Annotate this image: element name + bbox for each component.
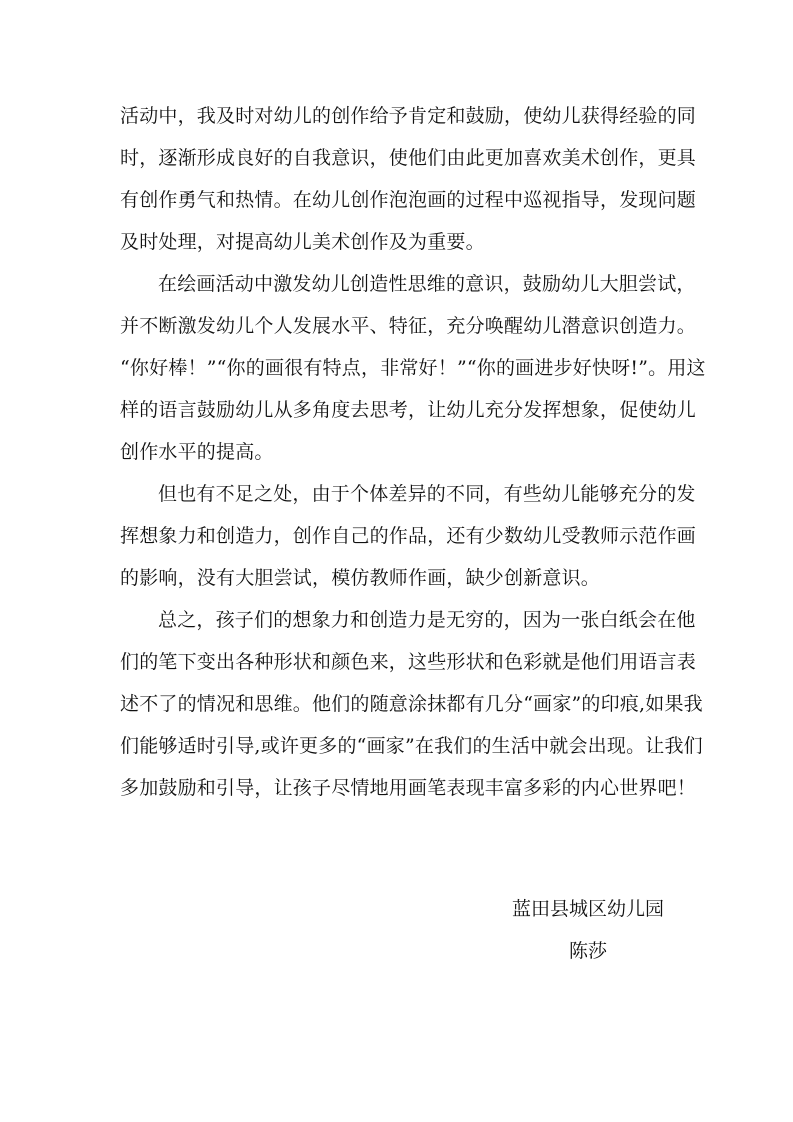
paragraph-1-line-3: 有创作勇气和热情。在幼儿创作泡泡画的过程中巡视指导，发现问题	[120, 189, 697, 211]
signature-organization: 蓝田县城区幼儿园	[512, 898, 665, 920]
paragraph-1-line-2: 时，逐渐形成良好的自我意识，使他们由此更加喜欢美术创作，更具	[120, 147, 697, 169]
signature-author: 陈莎	[569, 940, 608, 962]
paragraph-3-line-3: 的影响，没有大胆尝试，模仿教师作画，缺少创新意识。	[120, 567, 601, 589]
paragraph-2-line-2: 并不断激发幼儿个人发展水平、特征，充分唤醒幼儿潜意识创造力。	[120, 315, 697, 337]
paragraph-2-line-1: 在绘画活动中激发幼儿创造性思维的意识，鼓励幼儿大胆尝试，	[158, 273, 696, 295]
paragraph-1-line-1: 活动中，我及时对幼儿的创作给予肯定和鼓励，使幼儿获得经验的同	[120, 105, 697, 127]
paragraph-2-line-3: “你好棒！”“你的画很有特点，非常好！”“你的画进步好快呀!”。用这	[120, 357, 706, 379]
paragraph-2-line-4: 样的语言鼓励幼儿从多角度去思考，让幼儿充分发挥想象，促使幼儿	[120, 399, 697, 421]
paragraph-4-line-2: 们的笔下变出各种形状和颜色来，这些形状和色彩就是他们用语言表	[120, 651, 697, 673]
paragraph-2-line-5: 创作水平的提高。	[120, 441, 274, 463]
paragraph-4-line-4: 们能够适时引导,或许更多的“画家”在我们的生活中就会出现。让我们	[120, 735, 703, 757]
paragraph-3-line-2: 挥想象力和创造力，创作自己的作品，还有少数幼儿受教师示范作画	[120, 525, 697, 547]
paragraph-4-line-3: 述不了的情况和思维。他们的随意涂抹都有几分“画家”的印痕,如果我	[120, 693, 703, 715]
paragraph-1-line-4: 及时处理，对提高幼儿美术创作及为重要。	[120, 231, 485, 253]
paragraph-4-line-1: 总之，孩子们的想象力和创造力是无穷的，因为一张白纸会在他	[158, 609, 696, 631]
paragraph-3-line-1: 但也有不足之处，由于个体差异的不同，有些幼儿能够充分的发	[158, 483, 696, 505]
paragraph-4-line-5: 多加鼓励和引导，让孩子尽情地用画笔表现丰富多彩的内心世界吧！	[120, 777, 697, 799]
